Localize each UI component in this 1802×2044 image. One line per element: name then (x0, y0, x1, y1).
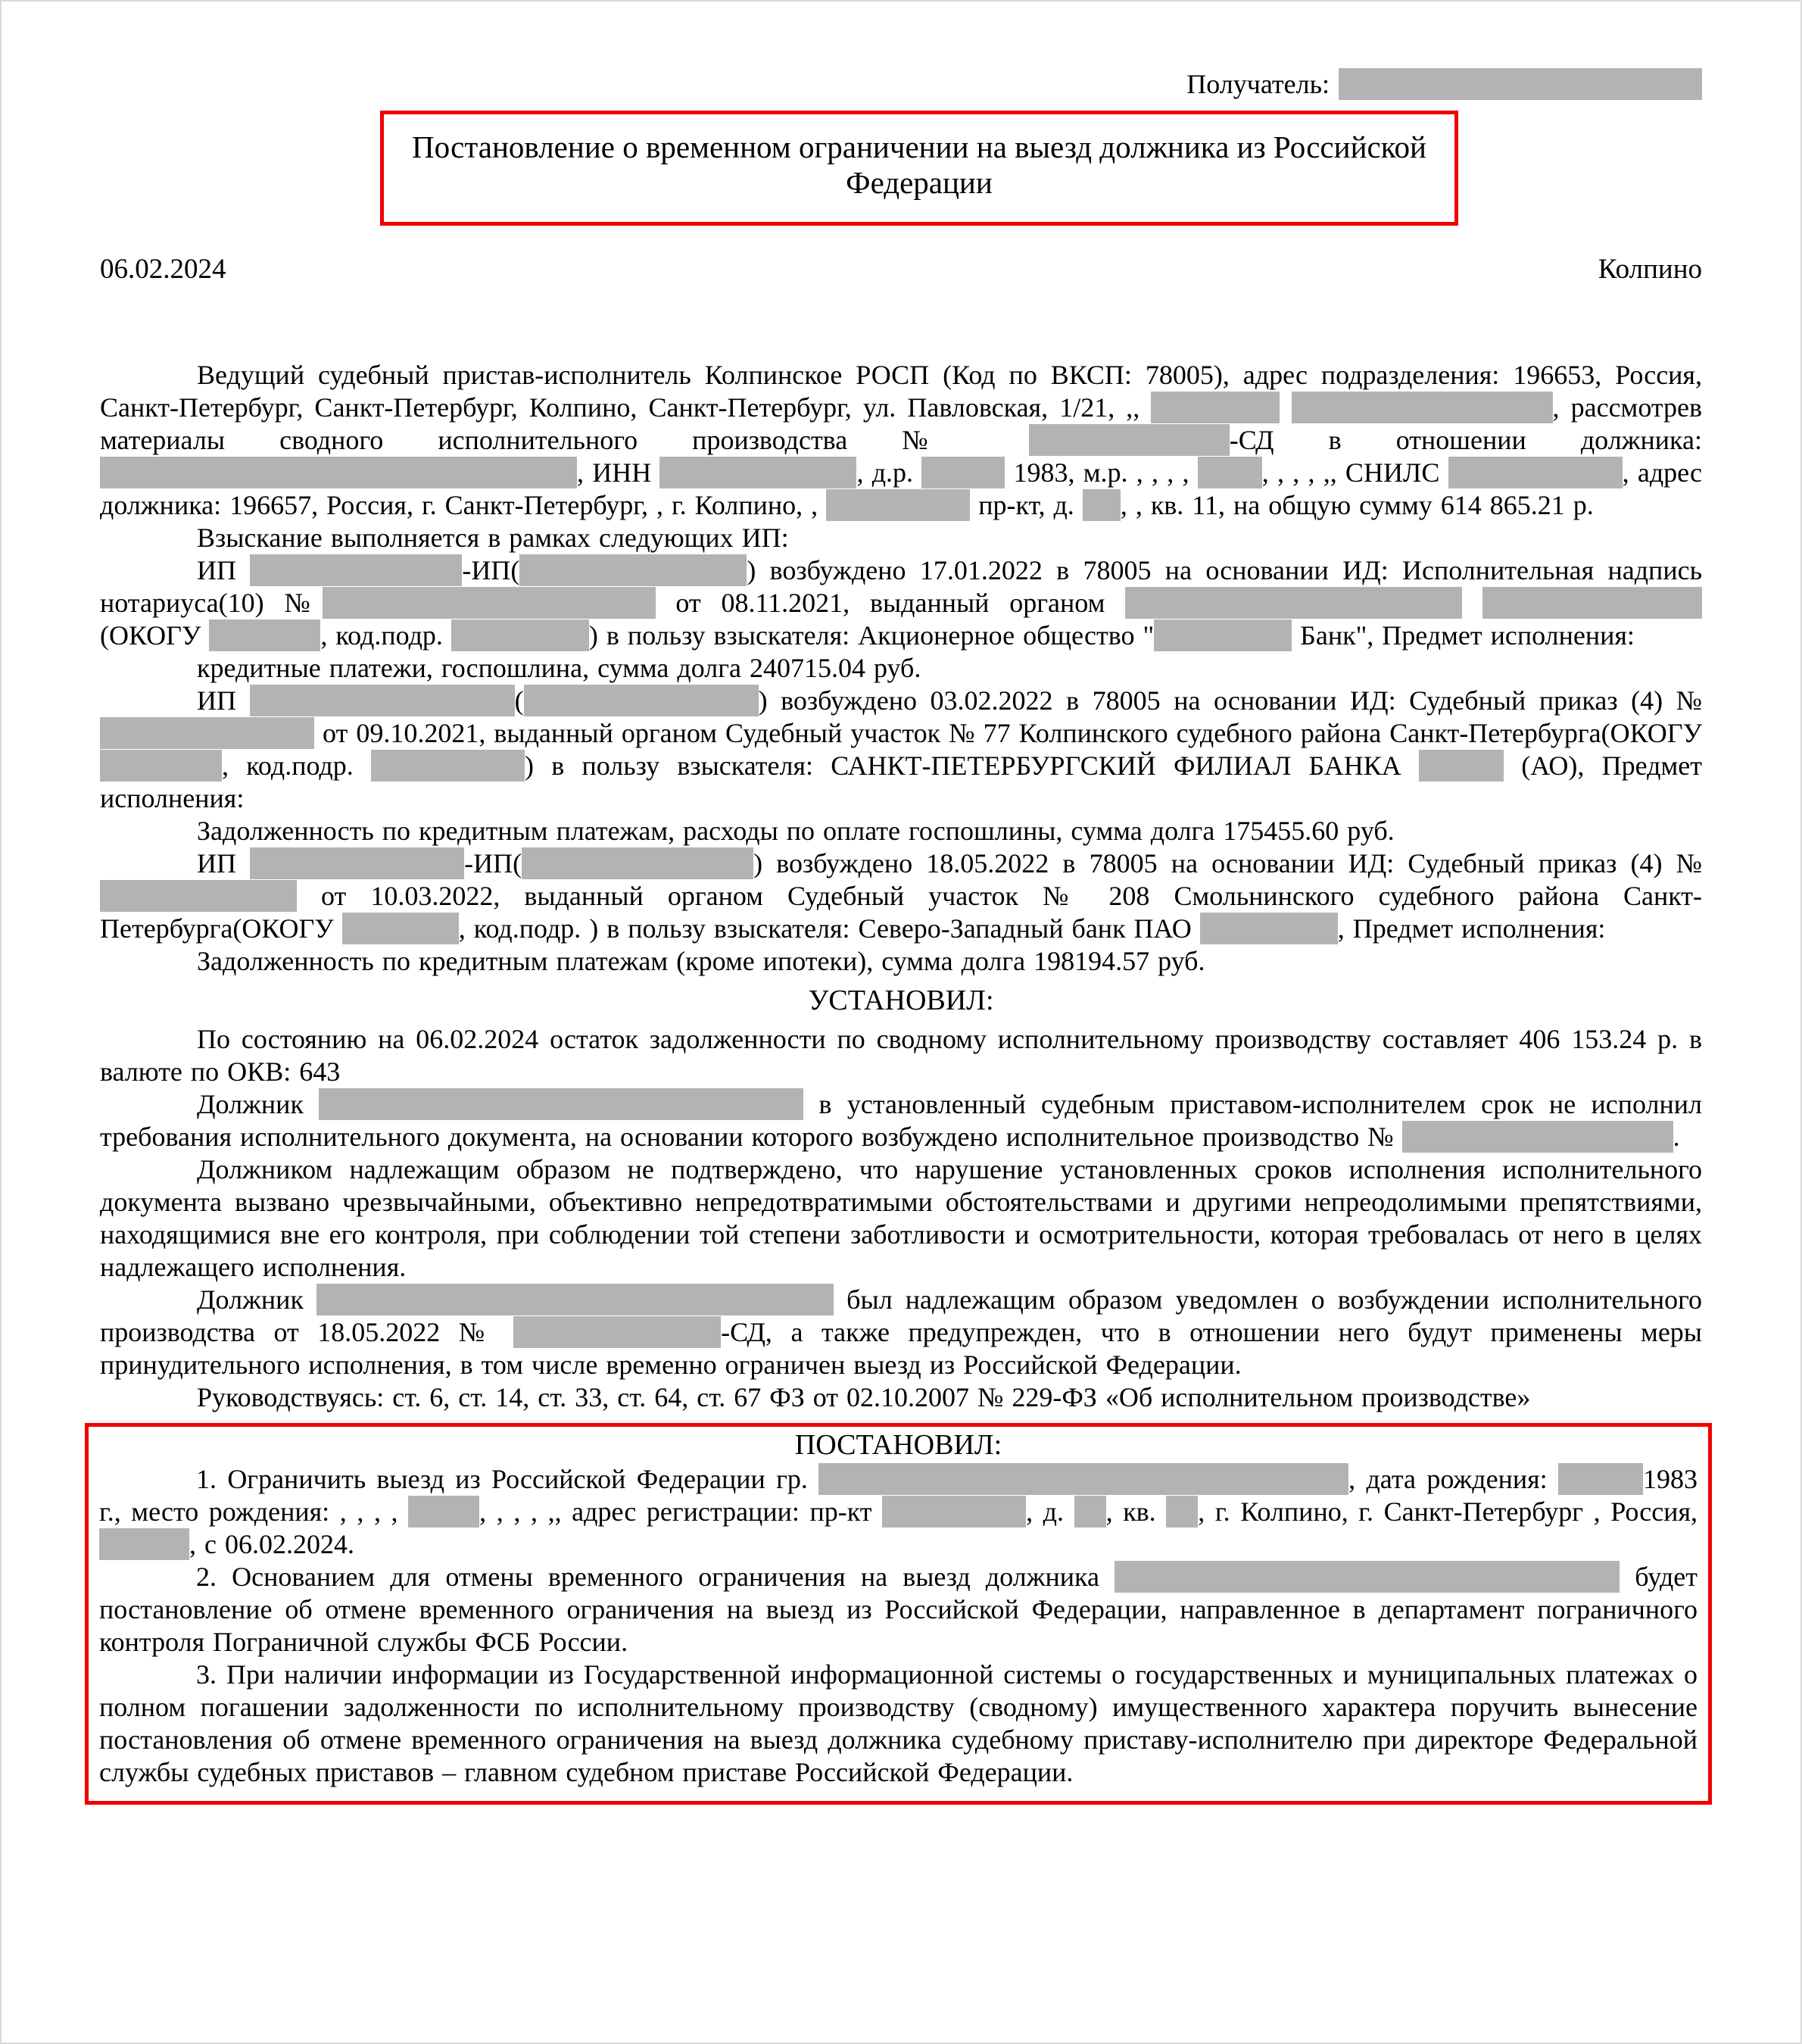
redaction-bar (209, 619, 320, 651)
paragraph: Руководствуясь: ст. 6, ст. 14, ст. 33, ст. 64, ст. 67 ФЗ от 02.10.2007 № 229-ФЗ «Об исполнительном производстве» (197, 1382, 1531, 1412)
resolution-box (85, 1423, 1712, 1805)
preamble-paragraphs (100, 359, 1702, 978)
redaction-bar (371, 750, 525, 782)
redaction-bar (1154, 619, 1292, 651)
redaction-bar (818, 1463, 1348, 1495)
title-box (380, 111, 1458, 226)
redaction-bar (1448, 457, 1623, 488)
date-row (100, 253, 1702, 286)
redaction-bar (1419, 750, 1504, 782)
redaction-bar (100, 717, 314, 749)
redaction-bar (99, 1528, 189, 1560)
redaction-bar (316, 1284, 834, 1315)
redaction-bar (659, 457, 856, 488)
redaction-bar (513, 1316, 721, 1348)
document-date: 06.02.2024 (100, 254, 226, 285)
redaction-bar (250, 847, 464, 879)
redaction-bar (408, 1496, 479, 1528)
paragraph: ИП -ИП( ) возбуждено 17.01.2022 в 78005 на основании ИД: Исполнительная надпись нотариуса(10) № от 08.11.2021, выданный органом (ОКОГУ , код.подр. ) в пользу взыскателя: Акционерное общество " Банк", Предмет исполнения: (100, 555, 1702, 651)
document-body (100, 359, 1702, 1805)
redaction-bar (451, 619, 589, 651)
redaction-bar (522, 847, 753, 879)
redaction-bar (342, 913, 459, 944)
paragraph: ИП ( ) возбуждено 03.02.2022 в 78005 на основании ИД: Судебный приказ (4) № от 09.10.2021, выданный органом Судебный участок № 77 Колпинского судебного района Санкт-Петербурга(ОКОГУ , код.подр. ) в пользу взыскателя: САНКТ-ПЕТЕРБУРГСКИЙ ФИЛИАЛ БАНКА (АО), Предмет исполнения: (100, 685, 1703, 813)
paragraph: Должник был надлежащим образом уведомлен о возбуждении исполнительного производства от 18.05.2022 № -СД, а также предупрежден, что в отношении него будут применены меры принудительного исполнения, в том числе временно ограничен выезд из Российской Федерации. (100, 1284, 1702, 1380)
redaction-bar (524, 685, 759, 716)
redaction-bar (1166, 1496, 1198, 1528)
paragraph: 1. Ограничить выезд из Российской Федерации гр. , дата рождения: 1983 г., место рождения: , , , , , , , , ,, адрес регистрации: пр-кт , д. , кв. , г. Колпино, г. Санкт-Петербург , Россия, , с 06.02.2024. (99, 1464, 1698, 1559)
ustanovil-paragraphs (100, 1023, 1702, 1414)
ustanovil-heading: УСТАНОВИЛ: (808, 985, 994, 1016)
redaction-bar (100, 457, 577, 488)
paragraph: ИП -ИП( ) возбуждено 18.05.2022 в 78005 на основании ИД: Судебный приказ (4) № от 10.03.2022, выданный органом Судебный участок № 208 Смольнинского судебного района Санкт-Петербурга(ОКОГУ , код.подр. ) в пользу взыскателя: Северо-Западный банк ПАО , Предмет исполнения: (100, 848, 1702, 944)
redaction-bar (100, 880, 297, 912)
redaction-bar (250, 554, 462, 586)
recipient-redaction-bar (1339, 68, 1702, 100)
paragraph: кредитные платежи, госпошлина, сумма долга 240715.04 руб. (197, 653, 921, 683)
paragraph: 3. При наличии информации из Государственной информационной системы о государственных и муниципальных платежах о полном погашении задолженности по исполнительному производству (сводному) имущественного характера поручить вынесение постановления об отмене временного ограничения на выезд должника судебному приставу-исполнителю при директоре Федеральной службы судебных приставов – главном судебном приставе Российской Федерации. (99, 1659, 1698, 1787)
recipient-row (100, 68, 1702, 100)
redaction-bar (1083, 489, 1121, 521)
paragraph: Задолженность по кредитным платежам (кроме ипотеки), сумма долга 198194.57 руб. (197, 946, 1205, 976)
redaction-bar (250, 685, 515, 716)
paragraph: Должник в установленный судебным приставом-исполнителем срок не исполнил требования исполнительного документа, на основании которого возбуждено исполнительное производство № . (100, 1089, 1702, 1152)
redaction-bar (826, 489, 970, 521)
paragraph: По состоянию на 06.02.2024 остаток задолженности по сводному исполнительному производству составляет 406 153.24 р. в валюте по ОКВ: 643 (100, 1024, 1702, 1087)
redaction-bar (1558, 1463, 1643, 1495)
resolution-heading: ПОСТАНОВИЛ: (794, 1429, 1002, 1461)
redaction-bar (1029, 424, 1230, 456)
redaction-bar (1151, 392, 1280, 423)
paragraph: 2. Основанием для отмены временного ограничения на выезд должника будет постановление об отмене временного ограничения на выезд из Российской Федерации, направленное в департамент пограничного контроля Пограничной службы ФСБ России. (99, 1562, 1698, 1657)
redaction-bar (519, 554, 747, 586)
redaction-bar (1074, 1496, 1106, 1528)
redaction-bar (100, 750, 222, 782)
recipient-label: Получатель: (1186, 69, 1330, 99)
document-title: Постановление о временном ограничении на выезд должника из Российской Федерации (412, 130, 1426, 200)
paragraph: Взыскание выполняется в рамках следующих ИП: (197, 523, 789, 553)
redaction-bar (1482, 587, 1702, 619)
document-place: Колпино (1598, 254, 1702, 285)
redaction-bar (1200, 913, 1338, 944)
redaction-bar (1115, 1561, 1620, 1593)
redaction-bar (921, 457, 1005, 488)
redaction-bar (1292, 392, 1553, 423)
redaction-bar (1125, 587, 1462, 619)
redaction-bar (323, 587, 656, 619)
resolution-paragraphs (99, 1463, 1698, 1789)
paragraph: Ведущий судебный пристав-исполнитель Колпинское РОСП (Код по ВКСП: 78005), адрес подразделения: 196653, Россия, Санкт-Петербург, Санкт-Петербург, Колпино, Санкт-Петербург, ул. Павловская, 1/21, ,, , рассмотрев материалы сводного исполнительного производства № -СД в отношении должника: , ИНН , д.р. 1983, м.р. , , , , , , , , ,, СНИЛС , адрес должника: 196657, Россия, г. Санкт-Петербург, , г. Колпино, , пр-кт, д. , , кв. 11, на общую сумму 614 865.21 р. (100, 360, 1703, 520)
redaction-bar (882, 1496, 1026, 1528)
redaction-bar (319, 1088, 803, 1120)
paragraph: Должником надлежащим образом не подтверждено, что нарушение установленных сроков исполнения исполнительного документа вызвано чрезвычайными, объективно непредотвратимыми обстоятельствами и другими непреодолимыми препятствиями, находящимися вне его контроля, при соблюдении той степени заботливости и осмотрительности, которая требовалась от него в целях надлежащего исполнения. (100, 1154, 1702, 1282)
redaction-bar (1402, 1121, 1673, 1153)
paragraph: Задолженность по кредитным платежам, расходы по оплате госпошлины, сумма долга 175455.60 руб. (197, 816, 1395, 846)
redaction-bar (1198, 457, 1262, 488)
